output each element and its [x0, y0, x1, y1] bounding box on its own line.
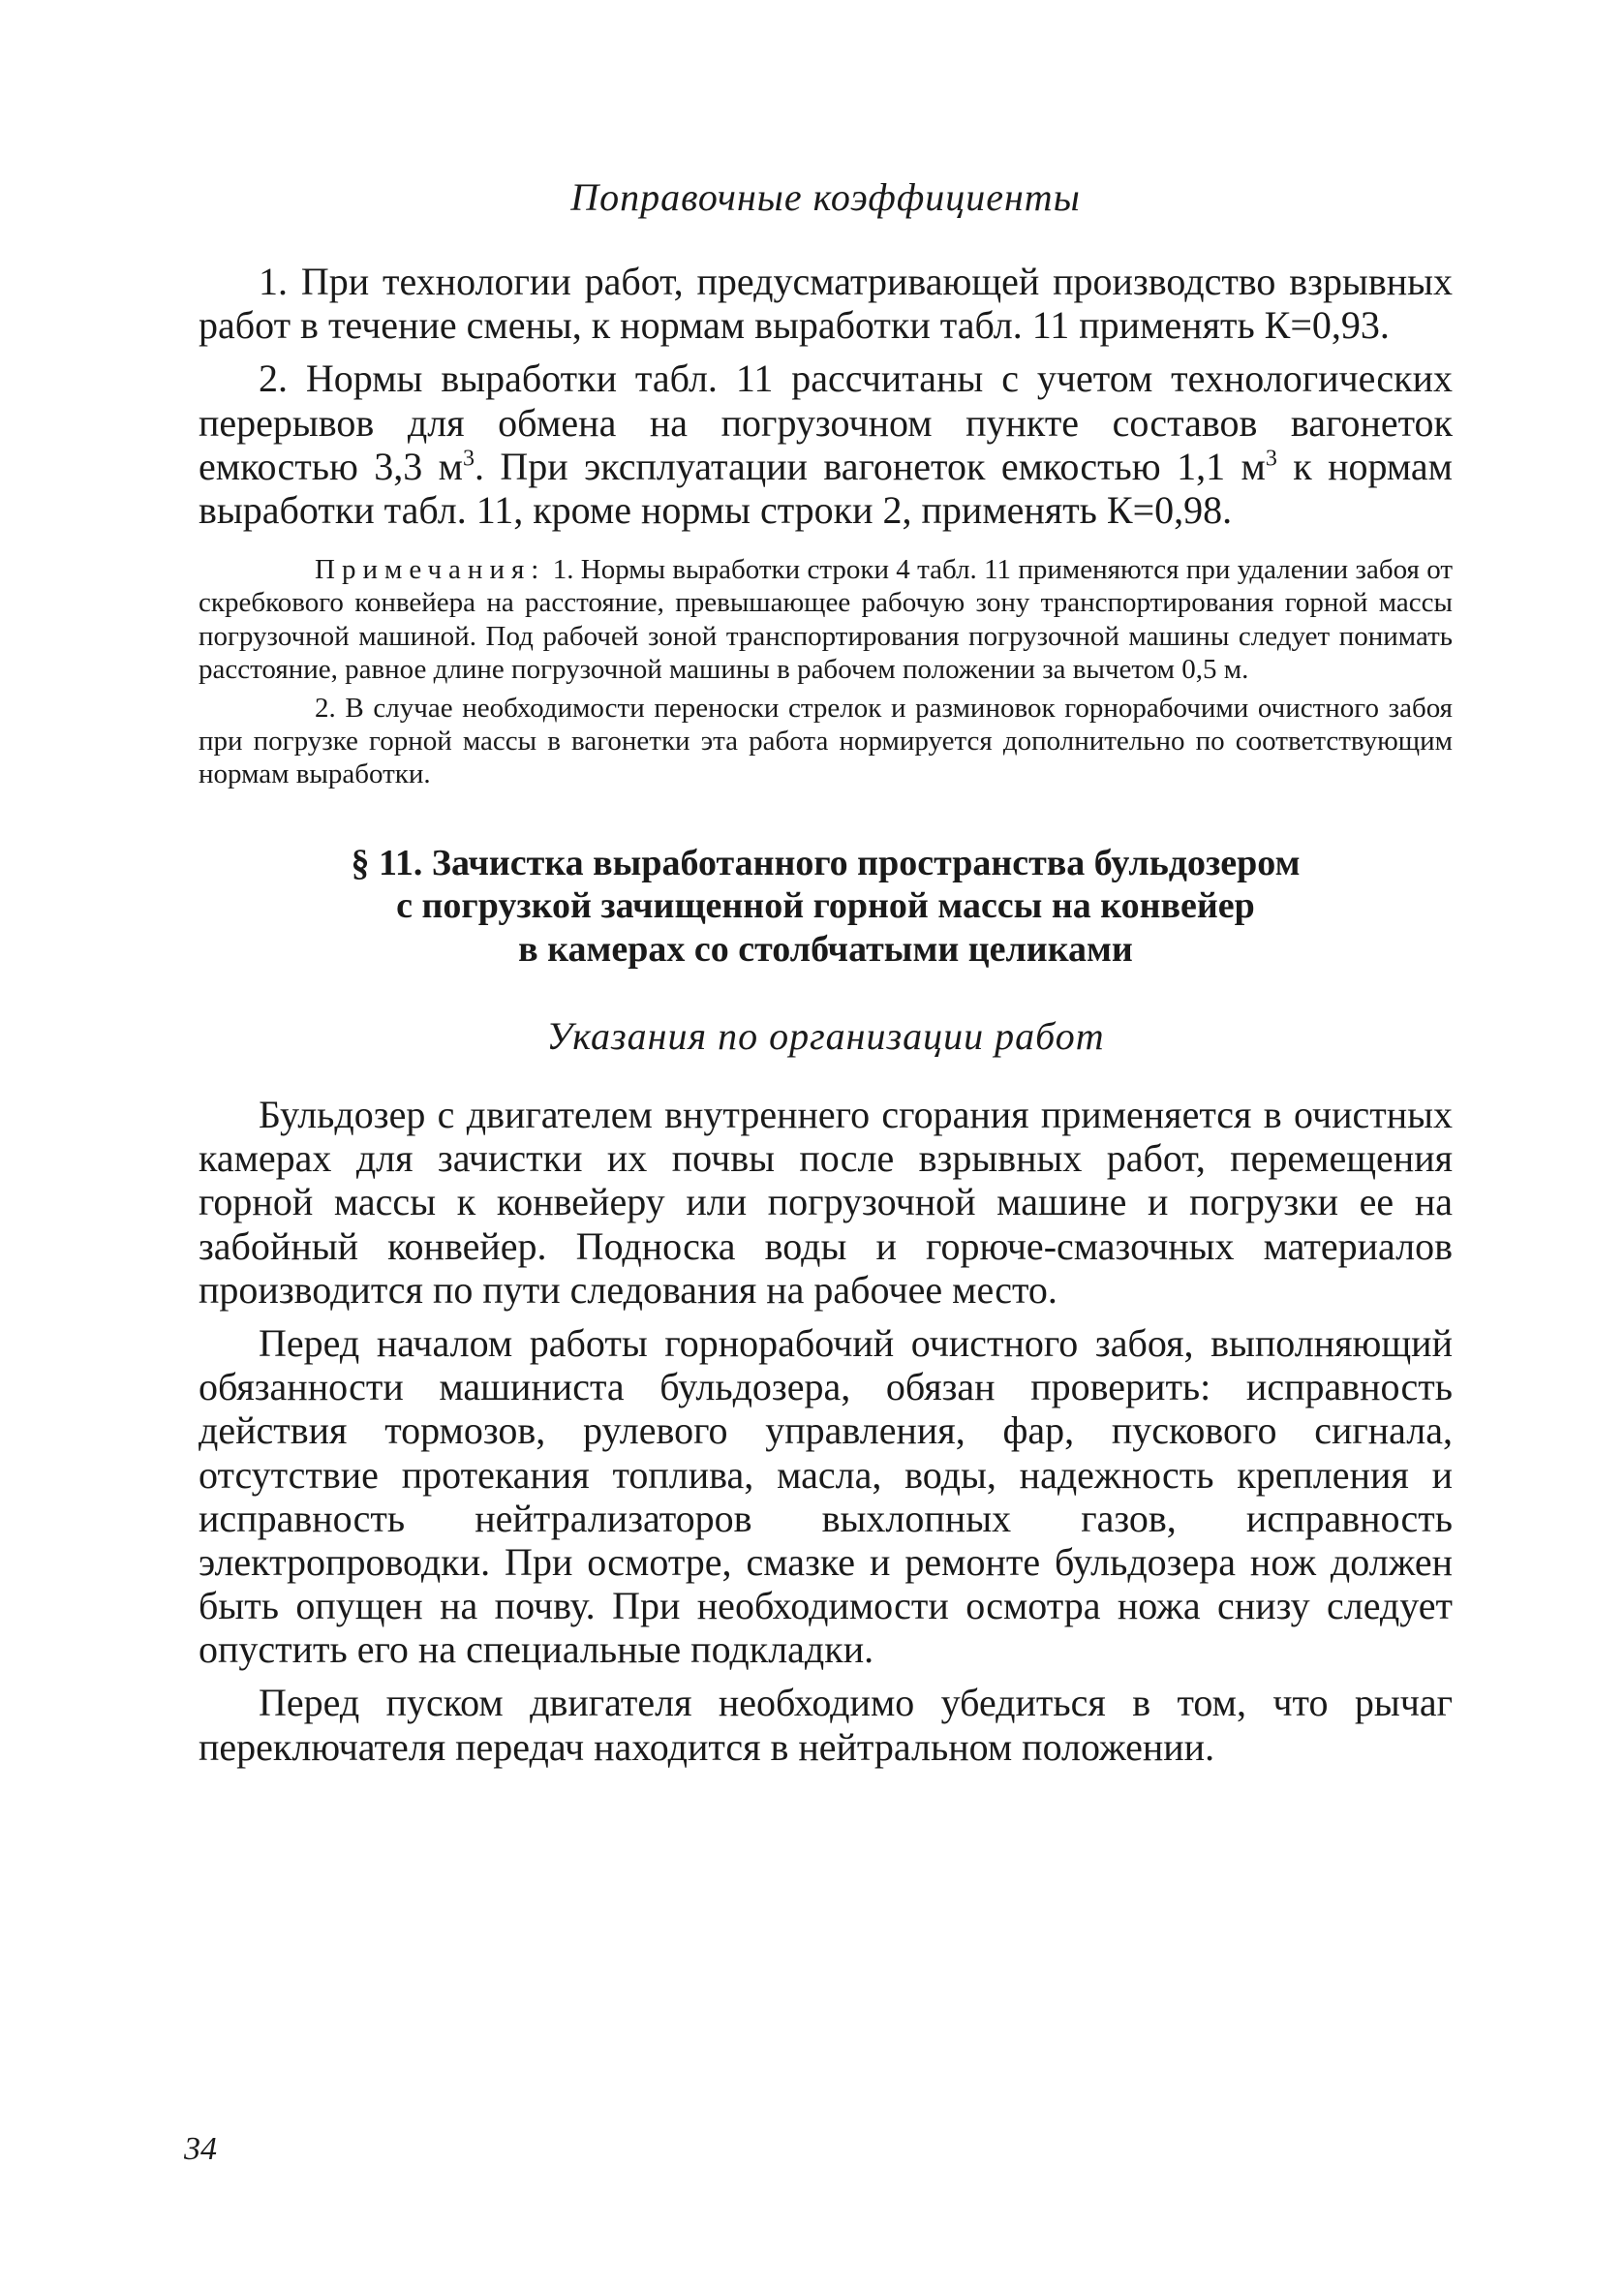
correction-item-2-part-a: 2. Нормы выработки табл. 11 рассчитаны с учетом технологических перерывов для обмена на погрузочном пункте составов вагонеток емкостью 3,3 м [199, 356, 1453, 488]
note-1 [199, 553, 1453, 686]
section-paragraph-2: Перед началом работы горнорабочий очистного забоя, выполняющий обязанности машиниста бульдозера, обязан проверить: исправность действия тормозов, рулевого управления, фар, пускового сигнала, отсутствие протекания топлива, масла, воды, надежность крепления и исправность нейтрализаторов выхлопных газов, исправность электропроводки. При осмотре, смазке и ремонте бульдозера нож должен быть опущен на почву. При необходимости осмотра ножа снизу следует опустить его на специальные подкладки. [199, 1320, 1453, 1672]
superscript-cubed: 3 [1265, 446, 1277, 472]
section-title [199, 842, 1453, 971]
superscript-cubed: 3 [462, 446, 475, 472]
note-2: 2. В случае необходимости переноски стрелок и разминовок горнорабочими очистного забоя при погрузке горной массы в вагонетки эта работа нормируется дополнительно по соответствующим нормам выработки. [199, 693, 1453, 790]
section-paragraph-1: Бульдозер с двигателем внутреннего сгорания применяется в очистных камерах для зачистки их почвы после взрывных работ, перемещения горной массы к конвейеру или погрузочной машине и погрузки ее на забойный конвейер. Подноска воды и горюче-смазочных материалов производится по пути следования на рабочее место. [199, 1093, 1453, 1312]
section-paragraph-3: Перед пуском двигателя необходимо убедиться в том, что рычаг переключателя передач находится в нейтральном положении. [199, 1681, 1453, 1769]
corrections-heading: Поправочные коэффициенты [570, 175, 1081, 219]
section-subheading: Указания по организации работ [546, 1014, 1105, 1059]
notes-label: Примечания: [315, 554, 546, 586]
page-number: 34 [184, 2131, 217, 2167]
correction-item-2-part-c: к нормам выработки табл. 11, кроме нормы строки 2, применять К=0,98. [199, 444, 1453, 532]
notes-block [199, 553, 1453, 791]
correction-item-2-part-b: . При эксплуатации вагонеток емкостью 1,1 м [474, 444, 1266, 488]
correction-item-2 [199, 356, 1453, 532]
section-title-line-3: в камерах со столбчатыми целиками [518, 928, 1133, 970]
section-title-line-1: § 11. Зачистка выработанного пространства бульдозером [351, 842, 1301, 883]
note-1-text: 1. Нормы выработки строки 4 табл. 11 применяются при удалении забоя от скребкового конвейера на расстояние, превышающее рабочую зону транспортирования горной массы погрузочной машиной. Под рабочей зоной транспортирования погрузочной машины следует понимать расстояние, равное длине погрузочной машины в рабочем положении за вычетом 0,5 м. [199, 554, 1453, 685]
section-title-line-2: с погрузкой зачищенной горной массы на конвейер [396, 885, 1255, 927]
document-page [199, 174, 1453, 1779]
correction-item-1: 1. При технологии работ, предусматривающей производство взрывных работ в течение смены, к нормам выработки табл. 11 применять К=0,93. [199, 260, 1453, 348]
